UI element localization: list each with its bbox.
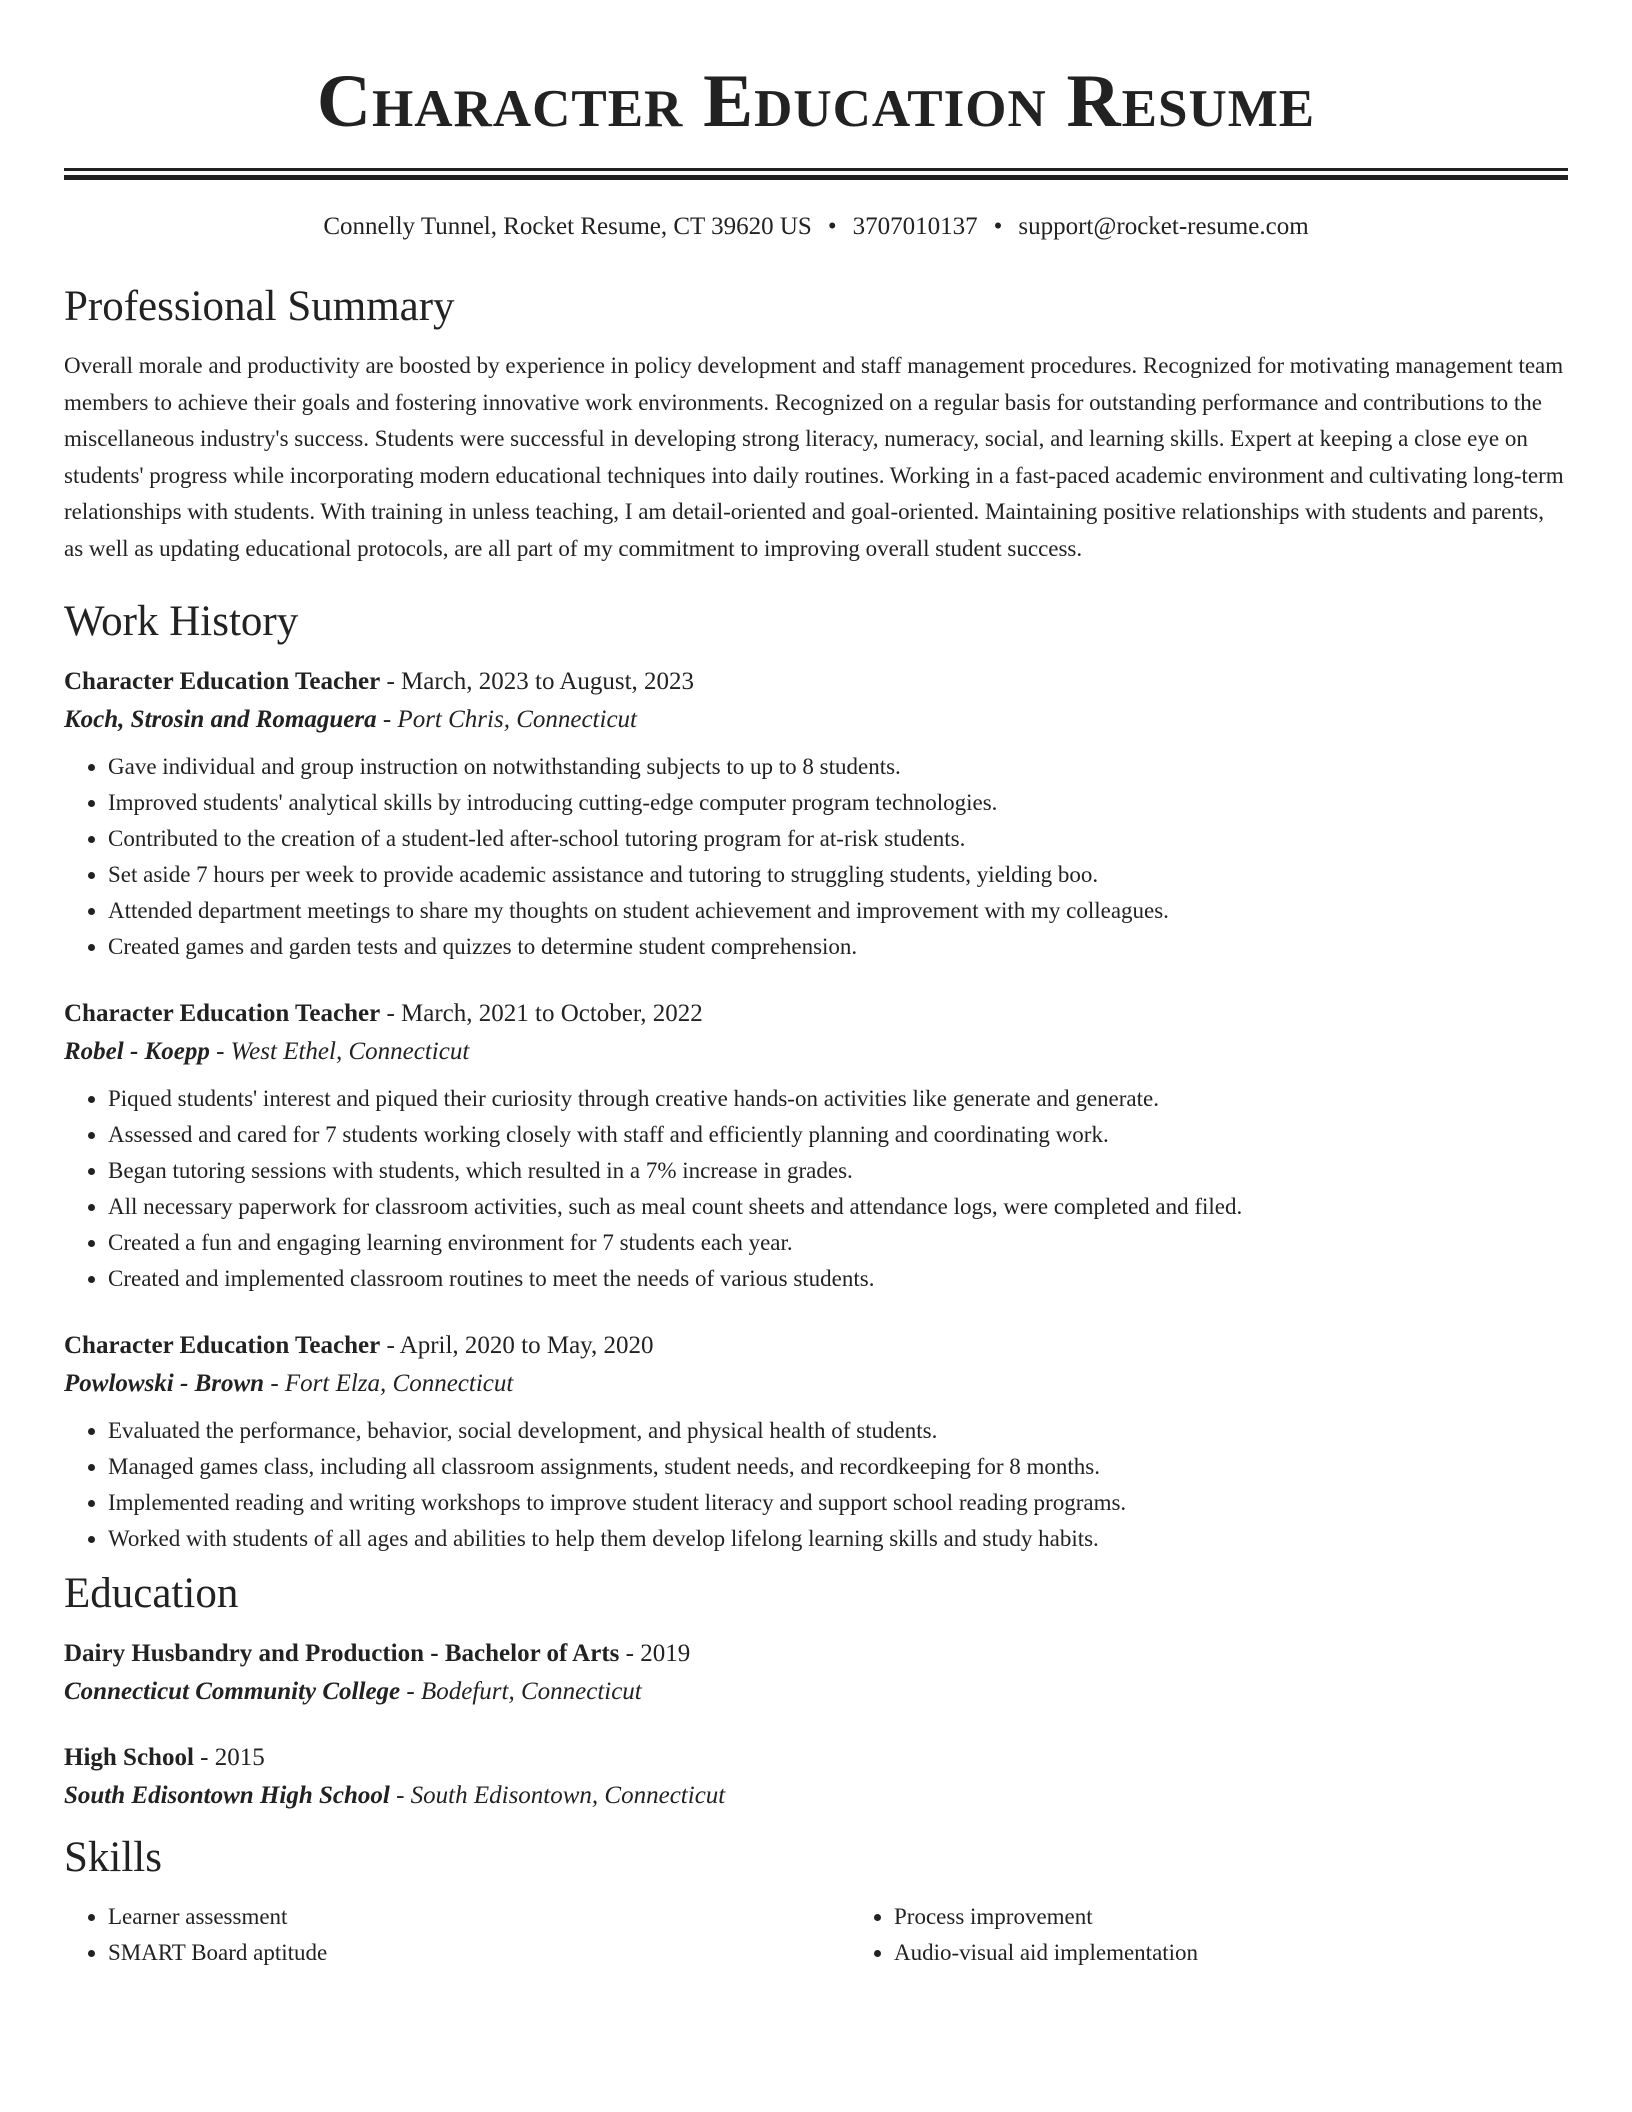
job-entry: [64, 663, 1568, 965]
list-item: • Created a fun and engaging learning environment for 7 students each year.: [108, 1225, 1568, 1261]
job-entry: [64, 995, 1568, 1297]
education-entry: [64, 1635, 1568, 1711]
contact-line: [64, 210, 1568, 244]
education-school: Connecticut Community College: [64, 1678, 401, 1705]
contact-address: Connelly Tunnel, Rocket Resume, CT 39620 US: [323, 213, 812, 240]
job-dates: - April, 2020 to May, 2020: [380, 1332, 654, 1359]
contact-email: support@rocket-resume.com: [1018, 213, 1309, 240]
list-item: • Assessed and cared for 7 students working closely with staff and efficiently planning and coordinating work.: [108, 1117, 1568, 1153]
list-item: • Gave individual and group instruction on notwithstanding subjects to up to 8 students.: [108, 749, 1568, 785]
skills-list-right: [850, 1899, 1632, 1971]
job-company: Robel - Koepp: [64, 1038, 210, 1065]
job-header: [64, 663, 1568, 701]
list-item: • Attended department meetings to share my thoughts on student achievement and improvement with my colleagues.: [108, 893, 1568, 929]
education-section: [64, 1567, 1568, 1815]
list-item: • All necessary paperwork for classroom activities, such as meal count sheets and attendance logs, were completed and filed.: [108, 1189, 1568, 1225]
contact-separator: •: [993, 213, 1003, 240]
job-location: - West Ethel, Connecticut: [209, 1038, 470, 1065]
education-degree: Dairy Husbandry and Production - Bachelor of Arts: [64, 1640, 620, 1667]
list-item: • Created games and garden tests and quizzes to determine student comprehension.: [108, 929, 1568, 965]
job-location: - Port Chris, Connecticut: [376, 706, 637, 733]
work-history-section: [64, 595, 1568, 1557]
skills-heading: Skills: [64, 1834, 162, 1881]
list-item: • Improved students' analytical skills by introducing cutting-edge computer program technologies.: [108, 785, 1568, 821]
job-title: Character Education Teacher: [64, 668, 381, 695]
job-bullets: [64, 1413, 1568, 1557]
list-item: • Implemented reading and writing workshops to improve student literacy and support school reading programs.: [108, 1485, 1568, 1521]
job-header: [64, 995, 1568, 1033]
skills-columns: [64, 1899, 1568, 1971]
education-year: - 2019: [619, 1640, 691, 1667]
list-item: • Managed games class, including all classroom assignments, student needs, and recordkeeping for 8 months.: [108, 1449, 1568, 1485]
skills-section: [64, 1831, 1568, 1971]
summary-section: [64, 280, 1568, 567]
list-item: • Created and implemented classroom routines to meet the needs of various students.: [108, 1261, 1568, 1297]
job-employer: [64, 701, 1568, 739]
education-institution: [64, 1777, 1568, 1815]
list-item: • Learner assessment: [108, 1899, 850, 1935]
work-history-heading: Work History: [64, 598, 299, 645]
job-employer: [64, 1033, 1568, 1071]
job-header: [64, 1327, 1568, 1365]
job-dates: - March, 2023 to August, 2023: [380, 668, 695, 695]
job-employer: [64, 1365, 1568, 1403]
job-location: - Fort Elza, Connecticut: [264, 1370, 514, 1397]
education-header: [64, 1635, 1568, 1673]
job-bullets: [64, 1081, 1568, 1297]
job-title: Character Education Teacher: [64, 1332, 381, 1359]
list-item: • Piqued students' interest and piqued their curiosity through creative hands-on activities like generate and generate.: [108, 1081, 1568, 1117]
education-school: South Edisontown High School: [64, 1782, 390, 1809]
list-item: • Set aside 7 hours per week to provide academic assistance and tutoring to struggling students, yielding boo.: [108, 857, 1568, 893]
list-item: • Process improvement: [894, 1899, 1632, 1935]
summary-heading: Professional Summary: [64, 283, 455, 330]
list-item: • Evaluated the performance, behavior, social development, and physical health of students.: [108, 1413, 1568, 1449]
education-institution: [64, 1673, 1568, 1711]
skills-list-left: [64, 1899, 850, 1971]
list-item: • Audio-visual aid implementation: [894, 1935, 1632, 1971]
education-year: - 2015: [193, 1744, 265, 1771]
education-entry: [64, 1739, 1568, 1815]
title-divider: [64, 168, 1568, 180]
job-bullets: [64, 749, 1568, 965]
resume-title: Character Education Resume: [316, 60, 1316, 143]
job-dates: - March, 2021 to October, 2022: [380, 1000, 703, 1027]
education-location: - South Edisontown, Connecticut: [389, 1782, 726, 1809]
education-heading: Education: [64, 1570, 239, 1617]
list-item: • Worked with students of all ages and abilities to help them develop lifelong learning skills and study habits.: [108, 1521, 1568, 1557]
list-item: • Began tutoring sessions with students, which resulted in a 7% increase in grades.: [108, 1153, 1568, 1189]
contact-phone: 3707010137: [852, 213, 978, 240]
job-company: Koch, Strosin and Romaguera: [64, 706, 377, 733]
job-title: Character Education Teacher: [64, 1000, 381, 1027]
contact-separator: •: [827, 213, 837, 240]
job-entry: [64, 1327, 1568, 1557]
education-location: - Bodefurt, Connecticut: [400, 1678, 642, 1705]
list-item: • SMART Board aptitude: [108, 1935, 850, 1971]
education-degree: High School: [64, 1744, 194, 1771]
education-header: [64, 1739, 1568, 1777]
list-item: • Contributed to the creation of a student-led after-school tutoring program for at-risk students.: [108, 821, 1568, 857]
summary-text: Overall morale and productivity are boosted by experience in policy development and staff management procedures. Recognized for motivating management team members to achieve their goals and fostering innovative work environments. Recognized on a regular basis for outstanding performance and contributions to the miscellaneous industry's success. Students were successful in developing strong literacy, numeracy, social, and learning skills. Expert at keeping a close eye on students' progress while incorporating modern educational techniques into daily routines. Working in a fast-paced academic environment and cultivating long-term relationships with students. With training in unless teaching, I am detail-oriented and goal-oriented. Maintaining positive relationships with students and parents, as well as updating educational protocols, are all part of my commitment to improving overall student success.: [64, 353, 1564, 561]
job-company: Powlowski - Brown: [64, 1370, 265, 1397]
